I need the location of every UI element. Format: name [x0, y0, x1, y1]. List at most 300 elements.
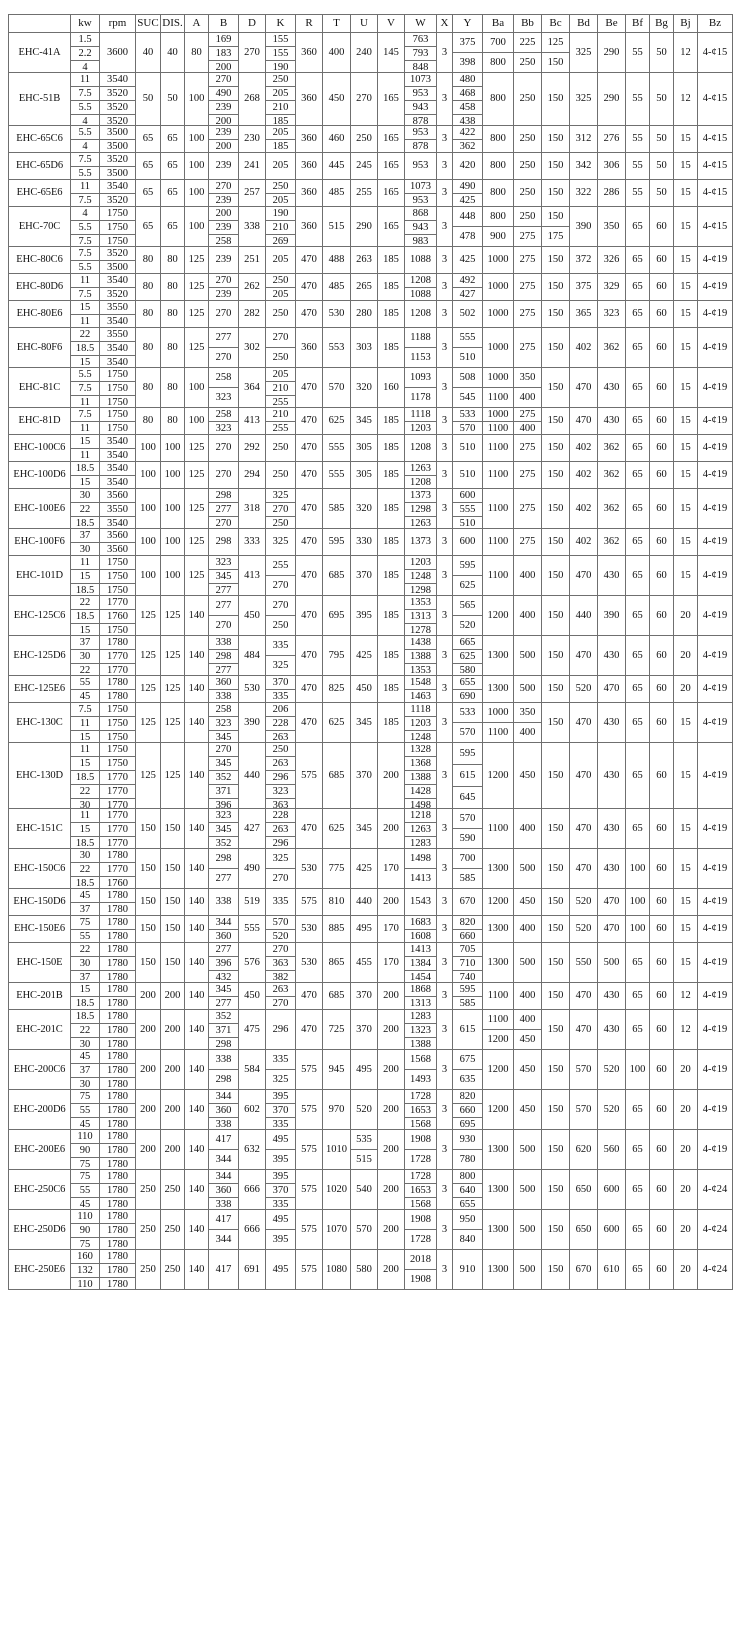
cell-t: 685	[323, 556, 351, 596]
cell-bd: 322	[570, 180, 598, 207]
cell-bb	[514, 408, 542, 435]
cell-y: 510	[453, 435, 483, 462]
cell-kw	[71, 328, 100, 368]
cell-kw-value: 5.5	[71, 126, 99, 140]
cell-b	[209, 33, 239, 73]
cell-bj: 20	[674, 1210, 698, 1250]
cell-v: 185	[378, 596, 405, 636]
cell-rpm-value: 1780	[100, 1184, 135, 1198]
cell-kw-value: 11	[71, 274, 99, 288]
cell-bc: 150	[542, 703, 570, 743]
table-row	[9, 743, 733, 809]
cell-y-value: 595	[453, 556, 482, 576]
cell-dis: 125	[161, 743, 185, 809]
cell-w	[405, 1210, 437, 1250]
cell-rpm-value: 1760	[100, 610, 135, 624]
cell-y-value: 595	[453, 983, 482, 997]
cell-bj: 15	[674, 916, 698, 943]
cell-bg: 50	[650, 73, 674, 126]
cell-bz: 4-¢19	[698, 596, 733, 636]
cell-kw-value: 37	[71, 529, 99, 543]
cell-w-value: 1728	[405, 1170, 436, 1184]
cell-bd: 470	[570, 636, 598, 676]
cell-bd: 312	[570, 126, 598, 153]
cell-y-value: 480	[453, 73, 482, 87]
cell-kw-value: 22	[79, 664, 91, 676]
cell-kw-value: 160	[71, 1250, 99, 1264]
cell-be: 430	[598, 368, 626, 408]
cell-suc: 125	[136, 596, 161, 636]
cell-dis: 200	[161, 983, 185, 1010]
cell-bj: 15	[674, 207, 698, 247]
cell-bf: 65	[626, 1010, 650, 1050]
cell-b-value: 345	[209, 823, 238, 837]
cell-kw-value: 15	[71, 983, 99, 997]
cell-kw-value: 55	[79, 930, 91, 942]
cell-kw	[71, 462, 100, 489]
cell-bd: 520	[570, 676, 598, 703]
cell-v: 185	[378, 408, 405, 435]
cell-r: 530	[296, 916, 323, 943]
cell-k-value: 190	[266, 207, 295, 221]
cell-w-value: 1463	[410, 690, 431, 702]
cell-model: EHC-81D	[9, 408, 71, 435]
cell-k-value: 250	[266, 180, 295, 194]
cell-bj: 15	[674, 368, 698, 408]
cell-kw	[71, 489, 100, 529]
cell-y-value: 565	[453, 596, 482, 616]
cell-k-value: 335	[266, 1050, 295, 1070]
cell-y	[453, 1210, 483, 1250]
cell-rpm-value: 1750	[107, 731, 128, 743]
cell-k-value: 395	[266, 1090, 295, 1104]
cell-b-value: 344	[209, 1090, 238, 1104]
cell-kw-value: 22	[71, 328, 99, 342]
cell-v: 185	[378, 636, 405, 676]
cell-k-value: 250	[272, 619, 289, 631]
cell-y-value: 800	[453, 1170, 482, 1184]
cell-kw-value: 7.5	[78, 288, 92, 300]
cell-suc: 125	[136, 743, 161, 809]
cell-dis: 150	[161, 849, 185, 889]
cell-rpm	[100, 1050, 136, 1090]
cell-y-value: 490	[453, 180, 482, 194]
cell-dis: 100	[161, 556, 185, 596]
cell-x: 3	[437, 529, 453, 556]
cell-y-value: 585	[459, 997, 476, 1009]
cell-bf: 65	[626, 408, 650, 435]
cell-u: 495	[351, 916, 378, 943]
cell-a: 140	[185, 889, 209, 916]
cell-k-value: 270	[272, 872, 289, 884]
cell-k	[266, 743, 296, 809]
cell-t: 1020	[323, 1170, 351, 1210]
cell-bd: 375	[570, 274, 598, 301]
cell-w: 1208	[405, 301, 437, 328]
cell-model: EHC-80E6	[9, 301, 71, 328]
cell-bc: 150	[542, 916, 570, 943]
cell-bg: 60	[650, 703, 674, 743]
cell-b-value: 277	[209, 503, 238, 517]
cell-bf: 65	[626, 1170, 650, 1210]
cell-bb-value: 400	[514, 1010, 541, 1030]
cell-bb-value: 350	[514, 368, 541, 388]
cell-u: 440	[351, 889, 378, 916]
cell-ba: 1100	[483, 809, 514, 849]
cell-b-value: 277	[209, 596, 238, 616]
cell-y-value: 580	[459, 664, 476, 676]
cell-d: 270	[239, 33, 266, 73]
cell-ba	[483, 368, 514, 408]
cell-kw	[71, 676, 100, 703]
cell-y: 615	[453, 1010, 483, 1050]
pump-specification-table	[8, 14, 733, 1290]
cell-rpm	[100, 676, 136, 703]
cell-suc: 65	[136, 180, 161, 207]
cell-r: 470	[296, 983, 323, 1010]
cell-bb: 275	[514, 489, 542, 529]
cell-b	[209, 489, 239, 529]
cell-k	[266, 703, 296, 743]
cell-rpm-value: 1780	[100, 1210, 135, 1224]
cell-model: EHC-250D6	[9, 1210, 71, 1250]
cell-bb	[514, 33, 542, 73]
cell-rpm-value: 1750	[100, 556, 135, 570]
cell-b-value: 270	[215, 619, 232, 631]
cell-bb: 400	[514, 809, 542, 849]
cell-rpm	[100, 207, 136, 247]
cell-x: 3	[437, 408, 453, 435]
cell-bc: 150	[542, 849, 570, 889]
cell-rpm-value: 1750	[107, 422, 128, 434]
cell-ba: 1300	[483, 943, 514, 983]
cell-be: 520	[598, 1050, 626, 1090]
cell-a: 140	[185, 1090, 209, 1130]
cell-kw-value: 1.5	[71, 33, 99, 47]
cell-kw-value: 7.5	[71, 153, 99, 167]
cell-bd: 402	[570, 489, 598, 529]
cell-y	[453, 943, 483, 983]
cell-t: 555	[323, 435, 351, 462]
cell-y-value: 595	[453, 743, 482, 765]
cell-kw-value: 75	[71, 916, 99, 930]
cell-kw-value: 7.5	[71, 247, 99, 261]
cell-k-value: 395	[266, 1170, 295, 1184]
cell-u: 345	[351, 408, 378, 435]
cell-t: 625	[323, 703, 351, 743]
cell-y-value: 695	[459, 1118, 476, 1130]
cell-bz: 4-¢19	[698, 676, 733, 703]
cell-a: 100	[185, 73, 209, 126]
cell-bc: 150	[542, 676, 570, 703]
cell-w-value: 1568	[405, 1050, 436, 1070]
column-header-kw: kw	[71, 15, 100, 33]
cell-k-value: 205	[266, 87, 295, 101]
cell-y-value: 425	[459, 194, 476, 206]
cell-rpm	[100, 596, 136, 636]
cell-kw-value: 22	[71, 1024, 99, 1038]
cell-bj: 15	[674, 408, 698, 435]
cell-y-value: 675	[453, 1050, 482, 1070]
cell-kw	[71, 274, 100, 301]
cell-rpm	[100, 435, 136, 462]
cell-dis: 65	[161, 153, 185, 180]
cell-bz: 4-¢19	[698, 983, 733, 1010]
cell-kw	[71, 943, 100, 983]
cell-w-value: 1088	[410, 288, 431, 300]
cell-w-value: 983	[412, 235, 429, 247]
cell-rpm	[100, 1130, 136, 1170]
cell-y	[453, 328, 483, 368]
cell-rpm-value: 1780	[100, 849, 135, 863]
cell-bz: 4-¢19	[698, 916, 733, 943]
cell-a: 140	[185, 743, 209, 809]
cell-w-value: 1313	[410, 997, 431, 1009]
cell-dis: 65	[161, 126, 185, 153]
cell-suc: 80	[136, 328, 161, 368]
cell-a: 80	[185, 33, 209, 73]
cell-r: 470	[296, 636, 323, 676]
cell-w-value: 1868	[405, 983, 436, 997]
cell-be: 430	[598, 983, 626, 1010]
table-row	[9, 207, 733, 247]
cell-bc-value: 125	[542, 33, 569, 53]
cell-bb	[514, 207, 542, 247]
cell-b	[209, 180, 239, 207]
cell-ba	[483, 1010, 514, 1050]
cell-bd: 470	[570, 849, 598, 889]
cell-be: 430	[598, 1010, 626, 1050]
cell-k-value: 335	[272, 690, 289, 702]
cell-rpm	[100, 153, 136, 180]
cell-bb	[514, 703, 542, 743]
cell-w-value: 1368	[405, 757, 436, 771]
cell-bd: 402	[570, 435, 598, 462]
table-row	[9, 462, 733, 489]
cell-bz: 4-¢19	[698, 247, 733, 274]
column-header-x: X	[437, 15, 453, 33]
cell-y: 670	[453, 889, 483, 916]
cell-b	[209, 274, 239, 301]
cell-bj: 15	[674, 180, 698, 207]
cell-bc: 150	[542, 247, 570, 274]
cell-y-value: 422	[453, 126, 482, 140]
column-header-d: D	[239, 15, 266, 33]
cell-bd: 470	[570, 983, 598, 1010]
cell-d: 268	[239, 73, 266, 126]
cell-rpm-value: 1780	[100, 1264, 135, 1278]
cell-y	[453, 126, 483, 153]
cell-w	[405, 916, 437, 943]
cell-kw	[71, 983, 100, 1010]
cell-x: 3	[437, 180, 453, 207]
cell-a: 140	[185, 1210, 209, 1250]
cell-bj: 15	[674, 274, 698, 301]
cell-t: 625	[323, 809, 351, 849]
cell-d: 632	[239, 1130, 266, 1170]
cell-x: 3	[437, 1130, 453, 1170]
cell-v: 200	[378, 1090, 405, 1130]
cell-u: 305	[351, 462, 378, 489]
cell-y-value: 625	[459, 579, 476, 591]
cell-w-value: 1248	[405, 570, 436, 584]
cell-kw-value: 45	[71, 889, 99, 903]
cell-bz: 4-¢19	[698, 809, 733, 849]
cell-u: 305	[351, 435, 378, 462]
cell-b-value: 344	[215, 1153, 232, 1165]
cell-a: 125	[185, 489, 209, 529]
cell-kw	[71, 73, 100, 126]
cell-bb: 250	[514, 153, 542, 180]
cell-dis: 250	[161, 1250, 185, 1290]
cell-u: 320	[351, 489, 378, 529]
cell-k-value: 250	[266, 73, 295, 87]
cell-bc: 150	[542, 368, 570, 408]
cell-bb: 250	[514, 73, 542, 126]
cell-bc: 150	[542, 126, 570, 153]
cell-kw-value: 4	[82, 140, 88, 152]
cell-bf: 65	[626, 596, 650, 636]
cell-b	[209, 73, 239, 126]
cell-bb: 275	[514, 328, 542, 368]
cell-y-value: 645	[459, 791, 476, 803]
cell-rpm	[100, 983, 136, 1010]
cell-d: 450	[239, 983, 266, 1010]
cell-rpm	[100, 274, 136, 301]
cell-y-value: 570	[459, 422, 476, 434]
cell-w-value: 1203	[405, 556, 436, 570]
cell-u: 425	[351, 636, 378, 676]
cell-be: 329	[598, 274, 626, 301]
cell-bb: 275	[514, 435, 542, 462]
cell-k-value: 263	[266, 983, 295, 997]
cell-k: 250	[266, 301, 296, 328]
cell-rpm-value: 3560	[107, 543, 128, 555]
cell-model: EHC-100E6	[9, 489, 71, 529]
cell-v: 165	[378, 153, 405, 180]
cell-suc: 80	[136, 301, 161, 328]
cell-bf: 65	[626, 529, 650, 556]
cell-w	[405, 596, 437, 636]
cell-a: 140	[185, 849, 209, 889]
cell-bc: 150	[542, 1050, 570, 1090]
cell-v: 185	[378, 462, 405, 489]
cell-b: 270	[209, 301, 239, 328]
cell-b	[209, 636, 239, 676]
cell-bg: 60	[650, 1250, 674, 1290]
cell-ba: 1300	[483, 1250, 514, 1290]
cell-w-value: 1283	[405, 1010, 436, 1024]
cell-bc: 150	[542, 301, 570, 328]
cell-bj: 15	[674, 849, 698, 889]
cell-dis: 200	[161, 1050, 185, 1090]
cell-t: 553	[323, 328, 351, 368]
cell-w-value: 1263	[405, 823, 436, 837]
cell-kw	[71, 636, 100, 676]
cell-bg: 60	[650, 207, 674, 247]
cell-k-value: 370	[266, 1104, 295, 1118]
cell-b	[209, 556, 239, 596]
cell-a: 140	[185, 916, 209, 943]
cell-bg: 60	[650, 1090, 674, 1130]
cell-kw-value: 37	[79, 903, 91, 915]
cell-kw-value: 18.5	[75, 877, 95, 889]
cell-bd: 402	[570, 462, 598, 489]
cell-dis: 80	[161, 328, 185, 368]
cell-a: 140	[185, 676, 209, 703]
cell-suc: 250	[136, 1170, 161, 1210]
cell-b-value: 338	[215, 690, 232, 702]
cell-rpm	[100, 556, 136, 596]
column-header-bb: Bb	[514, 15, 542, 33]
cell-rpm-value: 1770	[100, 785, 135, 799]
cell-k	[266, 328, 296, 368]
cell-d: 262	[239, 274, 266, 301]
cell-u: 250	[351, 126, 378, 153]
cell-a: 125	[185, 328, 209, 368]
cell-b	[209, 1090, 239, 1130]
cell-be: 362	[598, 529, 626, 556]
cell-k-value: 520	[272, 930, 289, 942]
cell-kw-value: 7.5	[71, 408, 99, 422]
cell-dis: 125	[161, 703, 185, 743]
cell-bg: 60	[650, 743, 674, 809]
cell-b-value: 396	[209, 957, 238, 971]
cell-suc: 80	[136, 408, 161, 435]
cell-be: 290	[598, 33, 626, 73]
cell-k-value: 270	[272, 579, 289, 591]
cell-b	[209, 676, 239, 703]
cell-k	[266, 676, 296, 703]
cell-ba: 1000	[483, 274, 514, 301]
cell-bd: 372	[570, 247, 598, 274]
cell-kw-value: 2.2	[71, 47, 99, 61]
cell-u: 370	[351, 743, 378, 809]
cell-kw-value: 11	[71, 180, 99, 194]
cell-w-value: 1653	[405, 1104, 436, 1118]
cell-a: 140	[185, 636, 209, 676]
cell-b-value: 396	[215, 799, 232, 809]
cell-y-value: 590	[459, 832, 476, 844]
cell-r: 360	[296, 126, 323, 153]
cell-w-value: 1608	[410, 930, 431, 942]
cell-bz: 4-¢19	[698, 849, 733, 889]
cell-bc-value: 150	[547, 56, 564, 68]
column-header-bz: Bz	[698, 15, 733, 33]
cell-d: 530	[239, 676, 266, 703]
cell-bg: 60	[650, 596, 674, 636]
cell-y	[453, 1090, 483, 1130]
cell-y: 502	[453, 301, 483, 328]
cell-ba-value: 700	[483, 33, 513, 53]
cell-v: 185	[378, 556, 405, 596]
cell-y-value: 740	[459, 971, 476, 983]
cell-bb: 275	[514, 301, 542, 328]
cell-be: 520	[598, 1090, 626, 1130]
cell-bd: 550	[570, 943, 598, 983]
cell-y-value: 660	[453, 1104, 482, 1118]
cell-w-value: 1438	[405, 636, 436, 650]
cell-b: 270	[209, 462, 239, 489]
cell-y-value: 468	[453, 87, 482, 101]
cell-w-value: 793	[405, 47, 436, 61]
cell-model: EHC-150E6	[9, 916, 71, 943]
cell-u: 520	[351, 1090, 378, 1130]
cell-v: 200	[378, 1050, 405, 1090]
cell-b	[209, 809, 239, 849]
cell-w-value: 1248	[410, 731, 431, 743]
cell-r: 470	[296, 676, 323, 703]
